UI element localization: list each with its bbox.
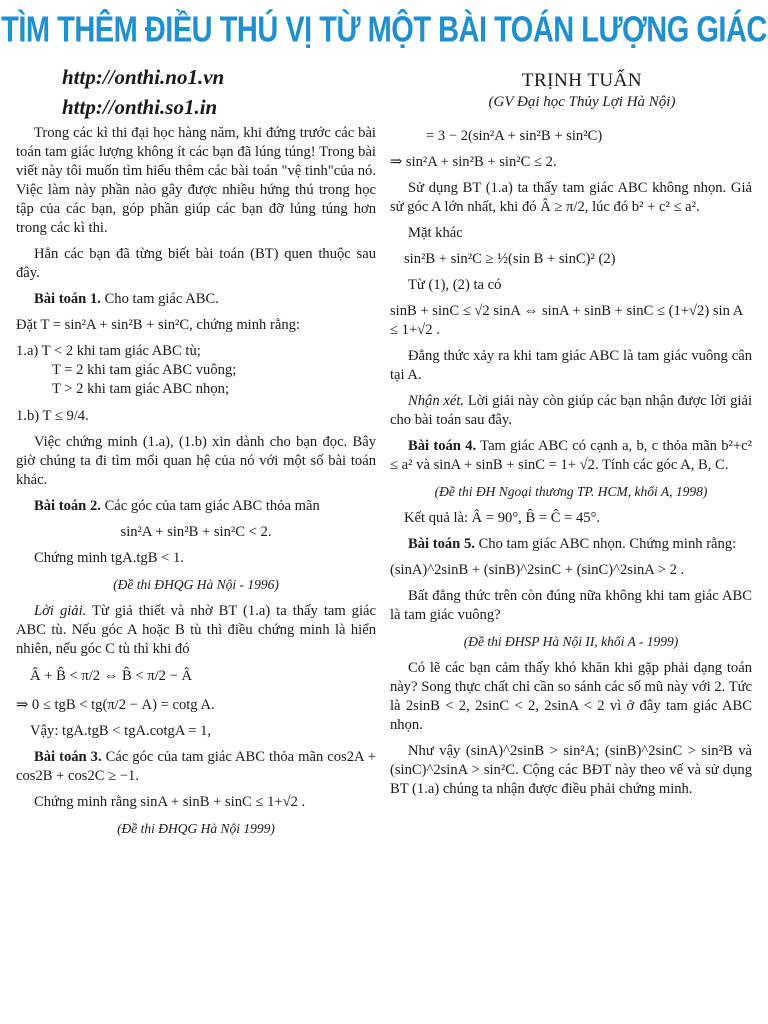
source-link-2[interactable]: http://onthi.so1.in <box>62 95 218 119</box>
problem-2-source: (Đề thi ĐHQG Hà Nội - 1996) <box>113 577 279 592</box>
remark <box>390 392 752 430</box>
problem-1b: 1.b) T ≤ 9/4. <box>16 408 89 424</box>
solution-2 <box>16 602 376 659</box>
problem-1-parts <box>16 342 376 426</box>
right-paragraph-4: Đẳng thức xảy ra khi tam giác ABC là tam giác vuông cân tại A. <box>390 348 752 383</box>
right-paragraph-3: Từ (1), (2) ta có <box>408 277 502 293</box>
problem-5-question: Bất đẳng thức trên còn đúng nữa không khi tam giác ABC là tam giác vuông? <box>390 588 752 623</box>
problem-1-definition: Đặt T = sin²A + sin²B + sin²C, chứng minh rằng: <box>16 317 300 333</box>
remark-label: Nhận xét. <box>408 393 465 409</box>
author-block <box>402 70 762 111</box>
right-paragraph-1: Sử dụng BT (1.a) ta thấy tam giác ABC không nhọn. Giả sử góc A lớn nhất, khi đó Â ≥ π/2, lúc đó b² + c² ≤ a². <box>390 180 752 215</box>
problem-1-text: Cho tam giác ABC. <box>104 291 219 307</box>
problem-4-label: Bài toán 4. <box>408 438 477 454</box>
problem-4-result: Kết quả là: Â = 90°, B̂ = Ĉ = 45°. <box>404 510 601 526</box>
problem-4-source: (Đề thi ĐH Ngoại thương TP. HCM, khối A, 1998) <box>434 484 708 499</box>
article-title: TÌM THÊM ĐIỀU THÚ VỊ TỪ MỘT BÀI TOÁN LƯỢNG GIÁC <box>1 10 767 50</box>
problem-2-prove: Chứng minh tgA.tgB < 1. <box>34 550 184 566</box>
right-equation-1: = 3 − 2(sin²A + sin²B + sin²C) <box>426 128 603 144</box>
solution-text: Từ giả thiết và nhờ BT (1.a) ta thấy tam giác ABC tù. Nếu góc A hoặc B tù thì điều chứng minh là hiển nhiên, nếu góc C tù thì khi đó <box>16 603 376 657</box>
right-paragraph-6: Như vậy (sinA)^2sinB > sin²A; (sinB)^2sinC > sin²B và (sinC)^2sinA > sin²C. Cộng các BĐT này theo vế và sử dụng BT (1.a) chúng ta nhận được điều phải chứng minh. <box>390 743 752 797</box>
problem-3-prove: Chứng minh rằng sinA + sinB + sinC ≤ 1+√2 . <box>34 794 306 810</box>
problem-3 <box>16 748 376 786</box>
problem-3-label: Bài toán 3. <box>34 749 102 765</box>
problem-1 <box>16 290 376 309</box>
problem-1a-line-2: T = 2 khi tam giác ABC vuông; <box>52 362 237 378</box>
problem-1-label: Bài toán 1. <box>34 291 101 307</box>
problem-5 <box>390 535 752 554</box>
problem-2-label: Bài toán 2. <box>34 498 101 514</box>
problem-1a-line-1: 1.a) T < 2 khi tam giác ABC tù; <box>16 343 201 359</box>
problem-2 <box>16 497 376 516</box>
right-paragraph-2: Mặt khác <box>408 225 463 241</box>
remark-text: Lời giải này còn giúp các bạn nhận được lời giải cho bài toán sau đây. <box>390 393 753 428</box>
right-column <box>390 124 752 806</box>
source-links <box>62 62 224 122</box>
problem-4-text: Tam giác ABC có cạnh a, b, c thỏa mãn b²+c² ≤ a² và sinA + sinB + sinC = 1+ √2. Tính các góc A, B, C. <box>390 438 752 473</box>
problem-3-source: (Đề thi ĐHQG Hà Nội 1999) <box>117 821 275 836</box>
source-link-1[interactable]: http://onthi.no1.vn <box>62 65 225 89</box>
intro-paragraph: Trong các kì thi đại học hàng năm, khi đứng trước các bài toán tam giác lượng không ít các bạn đã lúng túng! Trong bài viết này tôi muốn tìm hiểu thêm các bài toán "vệ tinh"của nó. Việc làm này phần nào gây được nhiều hứng thú trong học tập của các bạn, góp phần giúp các bạn đỡ lúng túng hơn trong các kì thi. <box>16 125 376 236</box>
solution-equation-2: ⇒ 0 ≤ tgB < tg(π/2 − A) = cotg A. <box>16 697 215 713</box>
solution-label: Lời giải. <box>34 603 87 619</box>
right-equation-4: sinB + sinC ≤ √2 sinA ⇔ sinA + sinB + sinC ≤ (1+√2) sin A ≤ 1+√2 . <box>390 303 743 338</box>
left-column <box>16 124 376 846</box>
intro-paragraph-2: Hẳn các bạn đã từng biết bài toán (BT) quen thuộc sau đây. <box>16 246 376 281</box>
problem-3-text: Các góc của tam giác ABC thỏa mãn cos2A + cos2B + cos2C ≥ −1. <box>16 749 376 784</box>
problem-5-label: Bài toán 5. <box>408 536 475 552</box>
solution-equation-1: Â + B̂ < π/2 ⇔ B̂ < π/2 − Â <box>30 668 192 684</box>
problem-2-condition: sin²A + sin²B + sin²C < 2. <box>120 524 272 540</box>
problem-4 <box>390 437 752 475</box>
right-paragraph-5: Có lẽ các bạn cảm thấy khó khăn khi gặp phải dạng toán này? Song thực chất chỉ cần so sánh các số mũ này với 2. Tức là 2sinB < 2, 2sinC < 2, 2sinA < 2 vì ở đây tam giác ABC nhọn. <box>390 660 752 733</box>
right-equation-3: sin²B + sin²C ≥ ½(sin B + sinC)² (2) <box>404 251 616 267</box>
problem-5-inequality: (sinA)^2sinB + (sinB)^2sinC + (sinC)^2sinA > 2 . <box>390 562 685 578</box>
author-affiliation: (GV Đại học Thủy Lợi Hà Nội) <box>488 94 676 110</box>
author-name: TRỊNH TUẤN <box>521 70 643 91</box>
problem-5-source: (Đề thi ĐHSP Hà Nội II, khối A - 1999) <box>463 634 679 649</box>
solution-equation-3: Vậy: tgA.tgB < tgA.cotgA = 1, <box>30 723 212 739</box>
problem-5-text: Cho tam giác ABC nhọn. Chứng minh rằng: <box>478 536 737 552</box>
right-equation-2: ⇒ sin²A + sin²B + sin²C ≤ 2. <box>390 154 557 170</box>
problem-2-text: Các góc của tam giác ABC thỏa mãn <box>104 498 320 514</box>
problem-1-note: Việc chứng minh (1.a), (1.b) xin dành cho bạn đọc. Bây giờ chúng ta đi tìm mối quan hệ của nó với một số bài toán khác. <box>16 434 376 488</box>
problem-1a-line-3: T > 2 khi tam giác ABC nhọn; <box>52 381 229 397</box>
